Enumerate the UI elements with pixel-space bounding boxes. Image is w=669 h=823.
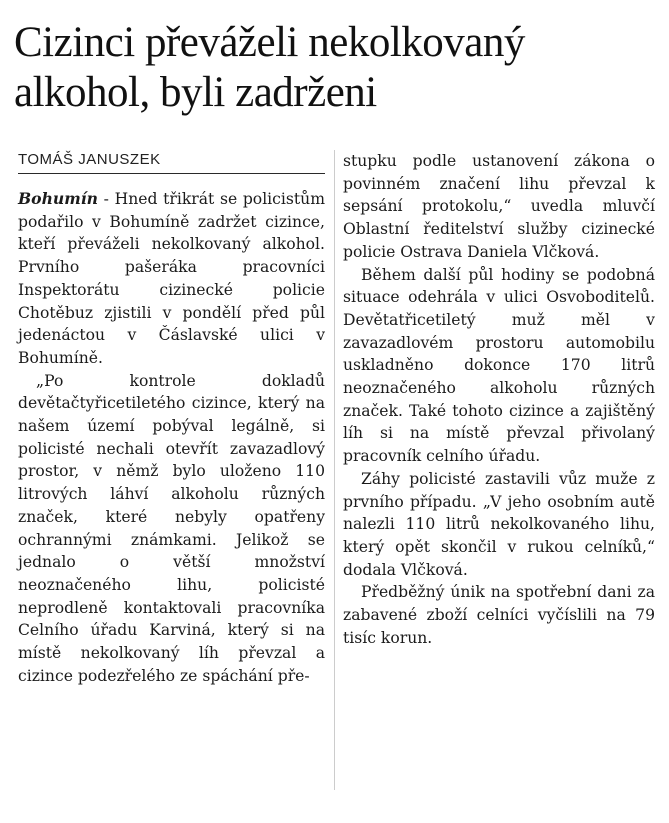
article-headline: Cizinci převáželi nekolkovaný alkohol, byli zadrženi <box>14 19 525 116</box>
dateline-place: Bohumín <box>18 189 99 208</box>
article-column-right <box>343 150 655 649</box>
body-paragraph-4: Záhy policisté zastavili vůz muže z prvního případu. „V jeho osobním autě nalezli 110 litrů nekolkovaného lihu, který opět skončil v rukou celníků,“ dodala Vlčková. <box>343 469 655 579</box>
article-byline: TOMÁŠ JANUSZEK <box>18 151 161 168</box>
lead-paragraph <box>18 188 325 370</box>
column-divider <box>334 150 335 790</box>
quote-paragraph-part-2: stupku podle ustanovení zákona o povinném značení lihu převzal k sepsání protokolu,“ uvedla mluvčí Oblastní ředitelství služby cizinecké policie Ostrava Daniela Vlčková. <box>343 152 655 261</box>
article-column-left <box>18 188 325 687</box>
quote-paragraph-part-1: „Po kontrole dokladů devětačtyřicetiletého cizince, který na našem území pobýval legálně, si policisté nechali otevřít zavazadlový prostor, v němž bylo uloženo 110 litrových láhví alkoholu různých značek, které nebyly opatřeny ochrannými známkami. Jelikož se jednalo o větší množství neoznačeného lihu, policisté neprodleně kontaktovali pracovníka Celního úřadu Karviná, který si na místě nekolkovaný líh převzal a cizince podezřelého ze spáchání pře- <box>18 371 325 685</box>
body-paragraph-5: Předběžný únik na spotřební dani za zabavené zboží celníci vyčíslili na 79 tisíc korun. <box>343 583 655 647</box>
body-paragraph-3: Během další půl hodiny se podobná situace odehrála v ulici Osvoboditelů. Devětatřicetiletý muž měl v zavazadlovém prostoru automobilu uskladněno dokonce 170 litrů neoznačeného alkoholu různých značek. Také tohoto cizince a zajištěný líh si na místě převzal přivolaný pracovník celního úřadu. <box>343 265 655 466</box>
lead-text: - Hned třikrát se policistům podařilo v Bohumíně zadržet cizince, kteří převáželi nekolkovaný alkohol. Prvního pašeráka pracovníci Inspektorátu cizinecké policie Chotěbuz zjistili v pondělí před půl jedenáctou v Čáslavské ulici v Bohumíně. <box>18 190 325 367</box>
byline-rule <box>18 173 325 174</box>
